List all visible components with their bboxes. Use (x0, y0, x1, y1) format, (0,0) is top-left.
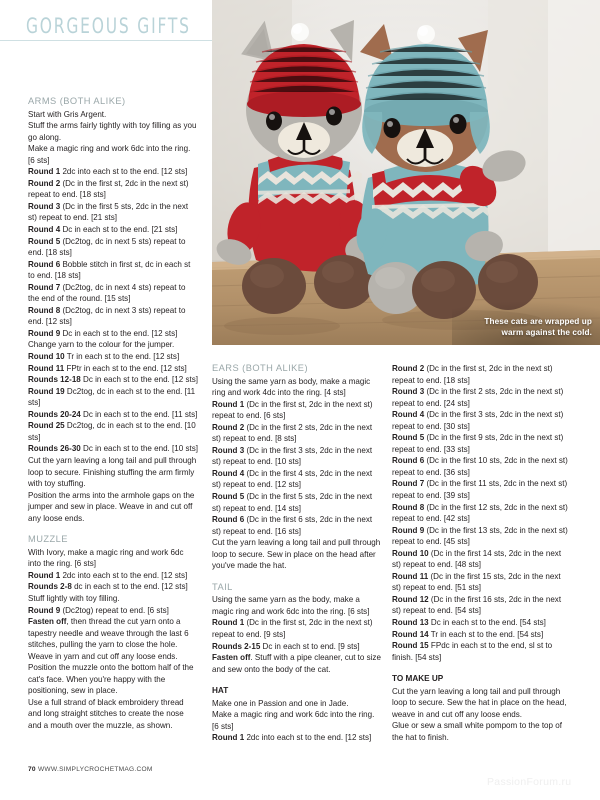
instruction-text: (Dc in the first 4 sts, 2dc in the next st) repeat to end. [12 sts] (212, 468, 373, 490)
round-label: Round 1 (212, 618, 245, 628)
section-spacer (212, 675, 382, 685)
instruction-line (392, 629, 568, 641)
instruction-text: (Dc in the first 5 sts, 2dc in the next st) repeat to end. [14 sts] (212, 492, 373, 513)
instruction-text: With Ivory, make a magic ring and work 6dc into the ring. [6 sts] (28, 547, 184, 569)
instruction-text: FPdc in each st to the end, sl st to finish. [54 sts] (392, 641, 553, 662)
round-label: Round 3 (392, 387, 425, 397)
round-label: Round 9 (392, 525, 425, 535)
instruction-line (28, 224, 198, 236)
round-label: Round 6 (392, 456, 425, 466)
round-label: Rounds 20-24 (28, 409, 81, 419)
instruction-text: (Dc in the first st, 2dc in the next st) repeat to end. [18 sts] (28, 178, 189, 200)
section-spacer (28, 524, 198, 534)
instruction-text: (Dc2tog) repeat to end. [6 sts] (62, 605, 169, 615)
round-label: Round 9 (28, 328, 61, 338)
round-label: Round 2 (28, 178, 61, 188)
round-label: Round 3 (212, 445, 245, 455)
instruction-line (28, 386, 198, 409)
instruction-line (392, 455, 568, 478)
round-label: Round 6 (28, 259, 61, 269)
instruction-text: Stuff the arms fairly tightly with toy filling as you go along. (28, 121, 197, 142)
instruction-line (28, 409, 198, 421)
instruction-line (392, 363, 568, 386)
instruction-text: Dc in each st to the end. [12 sts] (83, 375, 198, 385)
round-label: Round 11 (28, 363, 65, 373)
round-label: Round 13 (392, 618, 429, 628)
instruction-line (28, 547, 198, 570)
instruction-line (212, 422, 382, 445)
instruction-text: Make a magic ring and work 6dc into the ring. [6 sts] (28, 144, 191, 165)
instruction-line (28, 282, 198, 305)
instruction-text: Stuff lightly with toy filling. (28, 593, 120, 603)
two-crochet-cats-photo (212, 0, 600, 345)
instruction-text: . Stuff with a pipe cleaner, cut to size and sew onto the body of the cat. (212, 653, 381, 674)
round-label: Round 6 (212, 515, 245, 525)
section-heading-hat: HAT (212, 686, 229, 696)
instruction-text: Dc in each st to the end. [54 sts] (430, 618, 546, 628)
instruction-text: (Dc in the first 2 sts, 2dc in the next st) repeat to end. [8 sts] (212, 422, 373, 444)
section-heading-muzzle: MUZZLE (28, 534, 68, 545)
page-title: GORGEOUS GIFTS (26, 14, 191, 38)
instruction-text: FPtr in each st to the end. [12 sts] (66, 363, 187, 373)
round-label: Rounds 2-8 (28, 582, 72, 592)
instruction-text: Cut the yarn leaving a long tail and pull through loop to secure. Finishing stuffing the arm firmly with toy stuffing. (28, 455, 197, 489)
instruction-line (392, 686, 568, 721)
column-two (212, 363, 382, 744)
instruction-line (28, 593, 198, 605)
round-label: Round 25 (28, 421, 65, 431)
instruction-line (392, 478, 568, 501)
round-label: Round 7 (392, 479, 425, 489)
round-label: Round 8 (28, 305, 61, 315)
instruction-line (28, 616, 198, 662)
instruction-line (28, 581, 198, 593)
instruction-text: Bobble stitch in first st, dc in each st to end. [18 sts] (28, 259, 191, 281)
instruction-text: Tr in each st to the end. [12 sts] (66, 352, 180, 362)
section-spacer (392, 663, 568, 673)
photo-caption: These cats are wrapped up warm against the cold. (484, 316, 592, 338)
instruction-text: (Dc in the first 15 sts, 2dc in the next st) repeat to end. [51 sts] (392, 571, 561, 593)
instruction-line (212, 399, 382, 422)
instruction-line (212, 732, 382, 744)
instruction-line (28, 363, 198, 375)
instruction-text: Position the muzzle onto the bottom half of the cat's face. When you're happy with the positioning, sew in place. (28, 663, 194, 696)
section-heading-arms: ARMS (BOTH ALIKE) (28, 96, 126, 106)
instruction-text: Dc2tog, dc in each st to the end. [10 sts] (28, 421, 196, 442)
instruction-text: (Dc2tog, dc in next 3 sts) repeat to end. [12 sts] (28, 305, 186, 327)
instruction-line (392, 386, 568, 409)
instruction-line (28, 605, 198, 617)
section-spacer (212, 572, 382, 582)
instruction-line (392, 432, 568, 455)
instruction-line (28, 143, 198, 166)
instruction-line (212, 617, 382, 640)
instruction-text: (Dc in the first 16 sts, 2dc in the next st) repeat to end. [54 sts] (392, 594, 562, 616)
round-label: Round 10 (28, 352, 65, 362)
instruction-text: Glue or sew a small white pompom to the top of the hat to finish. (392, 721, 562, 742)
footer-website: WWW.SIMPLYCROCHETMAG.COM (37, 766, 153, 773)
round-label: Round 19 (28, 386, 65, 396)
round-label: Rounds 2-15 (212, 641, 261, 651)
photo-illustration (212, 0, 600, 345)
instruction-line (212, 514, 382, 537)
round-label: Round 4 (392, 410, 425, 420)
instruction-text: Tr in each st to the end. [54 sts] (430, 629, 544, 639)
instruction-text: (Dc in the first 11 sts, 2dc in the next st) repeat to end. [39 sts] (392, 479, 568, 501)
page-footer (28, 766, 153, 773)
round-label: Round 3 (28, 201, 61, 211)
instruction-line (28, 120, 198, 143)
instruction-text: Cut the yarn leaving a long tail and pull through loop to secure. Sew the hat in place on the head, weave in and cut off any loose ends. (392, 686, 567, 719)
instruction-text: , then thread the cut yarn onto a tapestry needle and weave through the last 6 stitches, pulling the yarn to close the hole. Weave in yarn and cut off any loose ends. (28, 617, 189, 661)
instruction-text: 2dc into each st to the end. [12 sts] (246, 733, 372, 743)
round-label: Round 1 (212, 399, 245, 409)
instruction-text: Make one in Passion and one in Jade. (212, 698, 349, 708)
instruction-line (212, 491, 382, 514)
instruction-line (28, 662, 198, 697)
instruction-line (28, 443, 198, 455)
round-label: Round 10 (392, 548, 429, 558)
round-label: Round 5 (28, 236, 61, 246)
instruction-line (28, 455, 198, 490)
instruction-line (28, 201, 198, 224)
column-one (28, 96, 198, 732)
section-heading-to-make-up: TO MAKE UP (392, 674, 444, 684)
instruction-text: Cut the yarn leaving a long tail and pull through loop to secure. Sew in place on the head after you've made the hat. (212, 538, 381, 571)
round-label: Round 4 (212, 468, 245, 478)
instruction-text: Using the same yarn as the body, make a magic ring and work 6dc into the ring. [6 sts] (212, 595, 370, 616)
instruction-line (28, 420, 198, 443)
round-label: Fasten off (212, 653, 251, 663)
instruction-line (28, 305, 198, 328)
instruction-line (212, 652, 382, 675)
header-divider (0, 40, 212, 41)
section-heading-tail: TAIL (212, 581, 233, 592)
instruction-text: (Dc in the first 10 sts, 2dc in the next st) repeat to end. [36 sts] (392, 456, 568, 477)
round-label: Rounds 12-18 (28, 375, 81, 385)
instruction-line (28, 339, 198, 351)
instruction-line (28, 109, 198, 121)
instruction-text: Dc2tog, dc in each st to the end. [11 sts] (28, 386, 196, 408)
instruction-text: (Dc in the first 9 sts, 2dc in the next st) repeat to end. [33 sts] (392, 433, 564, 454)
instruction-text: Dc in each st to end. [9 sts] (262, 641, 360, 651)
round-label: Round 14 (392, 629, 429, 639)
instruction-line (28, 351, 198, 363)
round-label: Round 5 (212, 492, 245, 502)
instruction-line (392, 409, 568, 432)
instruction-line (28, 570, 198, 582)
round-label: Round 12 (392, 594, 429, 604)
instruction-text: Using the same yarn as body, make a magic ring and work 4dc into the ring. [4 sts] (212, 376, 371, 398)
instruction-text: Position the arms into the armhole gaps on the jumper and sew in place. Weave in and cut off any loose ends. (28, 490, 195, 523)
round-label: Round 4 (28, 225, 61, 235)
instruction-text: (Dc in the first 12 sts, 2dc in the next st) repeat to end. [42 sts] (392, 502, 568, 524)
instruction-line (212, 468, 382, 491)
round-label: Round 15 (392, 641, 429, 651)
instruction-text: Dc in each st to the end. [12 sts] (62, 328, 178, 338)
round-label: Fasten off (28, 617, 67, 627)
instruction-line (28, 490, 198, 525)
instruction-line (392, 571, 568, 594)
instruction-text: (Dc in the first 13 sts, 2dc in the next st) repeat to end. [45 sts] (392, 525, 568, 547)
instruction-text: (Dc2tog, dc in next 5 sts) repeat to end. [18 sts] (28, 236, 186, 258)
round-label: Round 8 (392, 502, 425, 512)
column-three (392, 363, 568, 744)
instruction-line (392, 720, 568, 743)
watermark: PassionForum.ru (487, 776, 572, 788)
instruction-line (28, 166, 198, 178)
instruction-text: Dc in each st to the end. [21 sts] (62, 225, 178, 235)
instruction-line (212, 445, 382, 468)
instruction-text: (Dc in the first st, 2dc in the next st) repeat to end. [6 sts] (212, 399, 373, 421)
instruction-text: (Dc2tog, dc in next 4 sts) repeat to the end of the round. [15 sts] (28, 282, 186, 304)
instruction-text: Start with Gris Argent. (28, 109, 107, 119)
instruction-text: (Dc in the first 3 sts, 2dc in the next st) repeat to end. [30 sts] (392, 410, 564, 431)
instruction-text: 2dc into each st to the end. [12 sts] (62, 167, 188, 177)
instruction-line (28, 374, 198, 386)
instruction-line (392, 548, 568, 571)
instruction-line (392, 617, 568, 629)
round-label: Rounds 26-30 (28, 444, 81, 454)
instruction-text: Change yarn to the colour for the jumper. (28, 340, 175, 350)
instruction-line (212, 376, 382, 399)
instruction-line (392, 502, 568, 525)
instruction-line (28, 259, 198, 282)
instruction-text: (Dc in the first st, 2dc in the next st) repeat to end. [18 sts] (392, 364, 553, 385)
instruction-text: dc in each st to the end. [12 sts] (74, 582, 188, 592)
instruction-text: (Dc in the first st, 2dc in the next st) repeat to end. [9 sts] (212, 618, 373, 640)
instruction-line (212, 641, 382, 653)
round-label: Round 1 (28, 570, 61, 580)
round-label: Round 2 (392, 364, 425, 373)
instruction-text: Dc in each st to the end. [11 sts] (83, 409, 198, 419)
page-number: 70 (28, 766, 36, 773)
instruction-text: (Dc in the first 5 sts, 2dc in the next st) repeat to end. [21 sts] (28, 201, 189, 223)
round-label: Round 1 (212, 733, 245, 743)
instruction-line (392, 594, 568, 617)
instruction-line (212, 698, 382, 710)
instruction-text: (Dc in the first 6 sts, 2dc in the next st) repeat to end. [16 sts] (212, 515, 373, 536)
section-heading-ears: EARS (BOTH ALIKE) (212, 363, 308, 373)
instruction-text: Dc in each st to the end. [10 sts] (83, 444, 198, 454)
instruction-line (28, 178, 198, 201)
round-label: Round 5 (392, 433, 425, 443)
round-label: Round 1 (28, 167, 61, 177)
instruction-line (392, 525, 568, 548)
instruction-line (392, 640, 568, 663)
instruction-line (212, 709, 382, 732)
instruction-line (28, 328, 198, 340)
round-label: Round 7 (28, 282, 61, 292)
instruction-text: Make a magic ring and work 6dc into the ring. [6 sts] (212, 710, 375, 731)
instruction-text: 2dc into each st to the end. [12 sts] (62, 570, 188, 580)
round-label: Round 11 (392, 571, 429, 581)
instruction-text: (Dc in the first 3 sts, 2dc in the next st) repeat to end. [10 sts] (212, 445, 373, 467)
instruction-text: (Dc in the first 14 sts, 2dc in the next st) repeat to end. [48 sts] (392, 548, 562, 570)
round-label: Round 9 (28, 605, 61, 615)
instruction-text: Use a full strand of black embroidery thread and long straight stitches to create the nose and a mouth over the muzzle, as shown. (28, 697, 184, 730)
instruction-line (28, 697, 198, 732)
instruction-line (212, 537, 382, 572)
instruction-line (212, 594, 382, 617)
instruction-text: (Dc in the first 2 sts, 2dc in the next st) repeat to end. [24 sts] (392, 387, 564, 408)
instruction-line (28, 236, 198, 259)
round-label: Round 2 (212, 422, 245, 432)
